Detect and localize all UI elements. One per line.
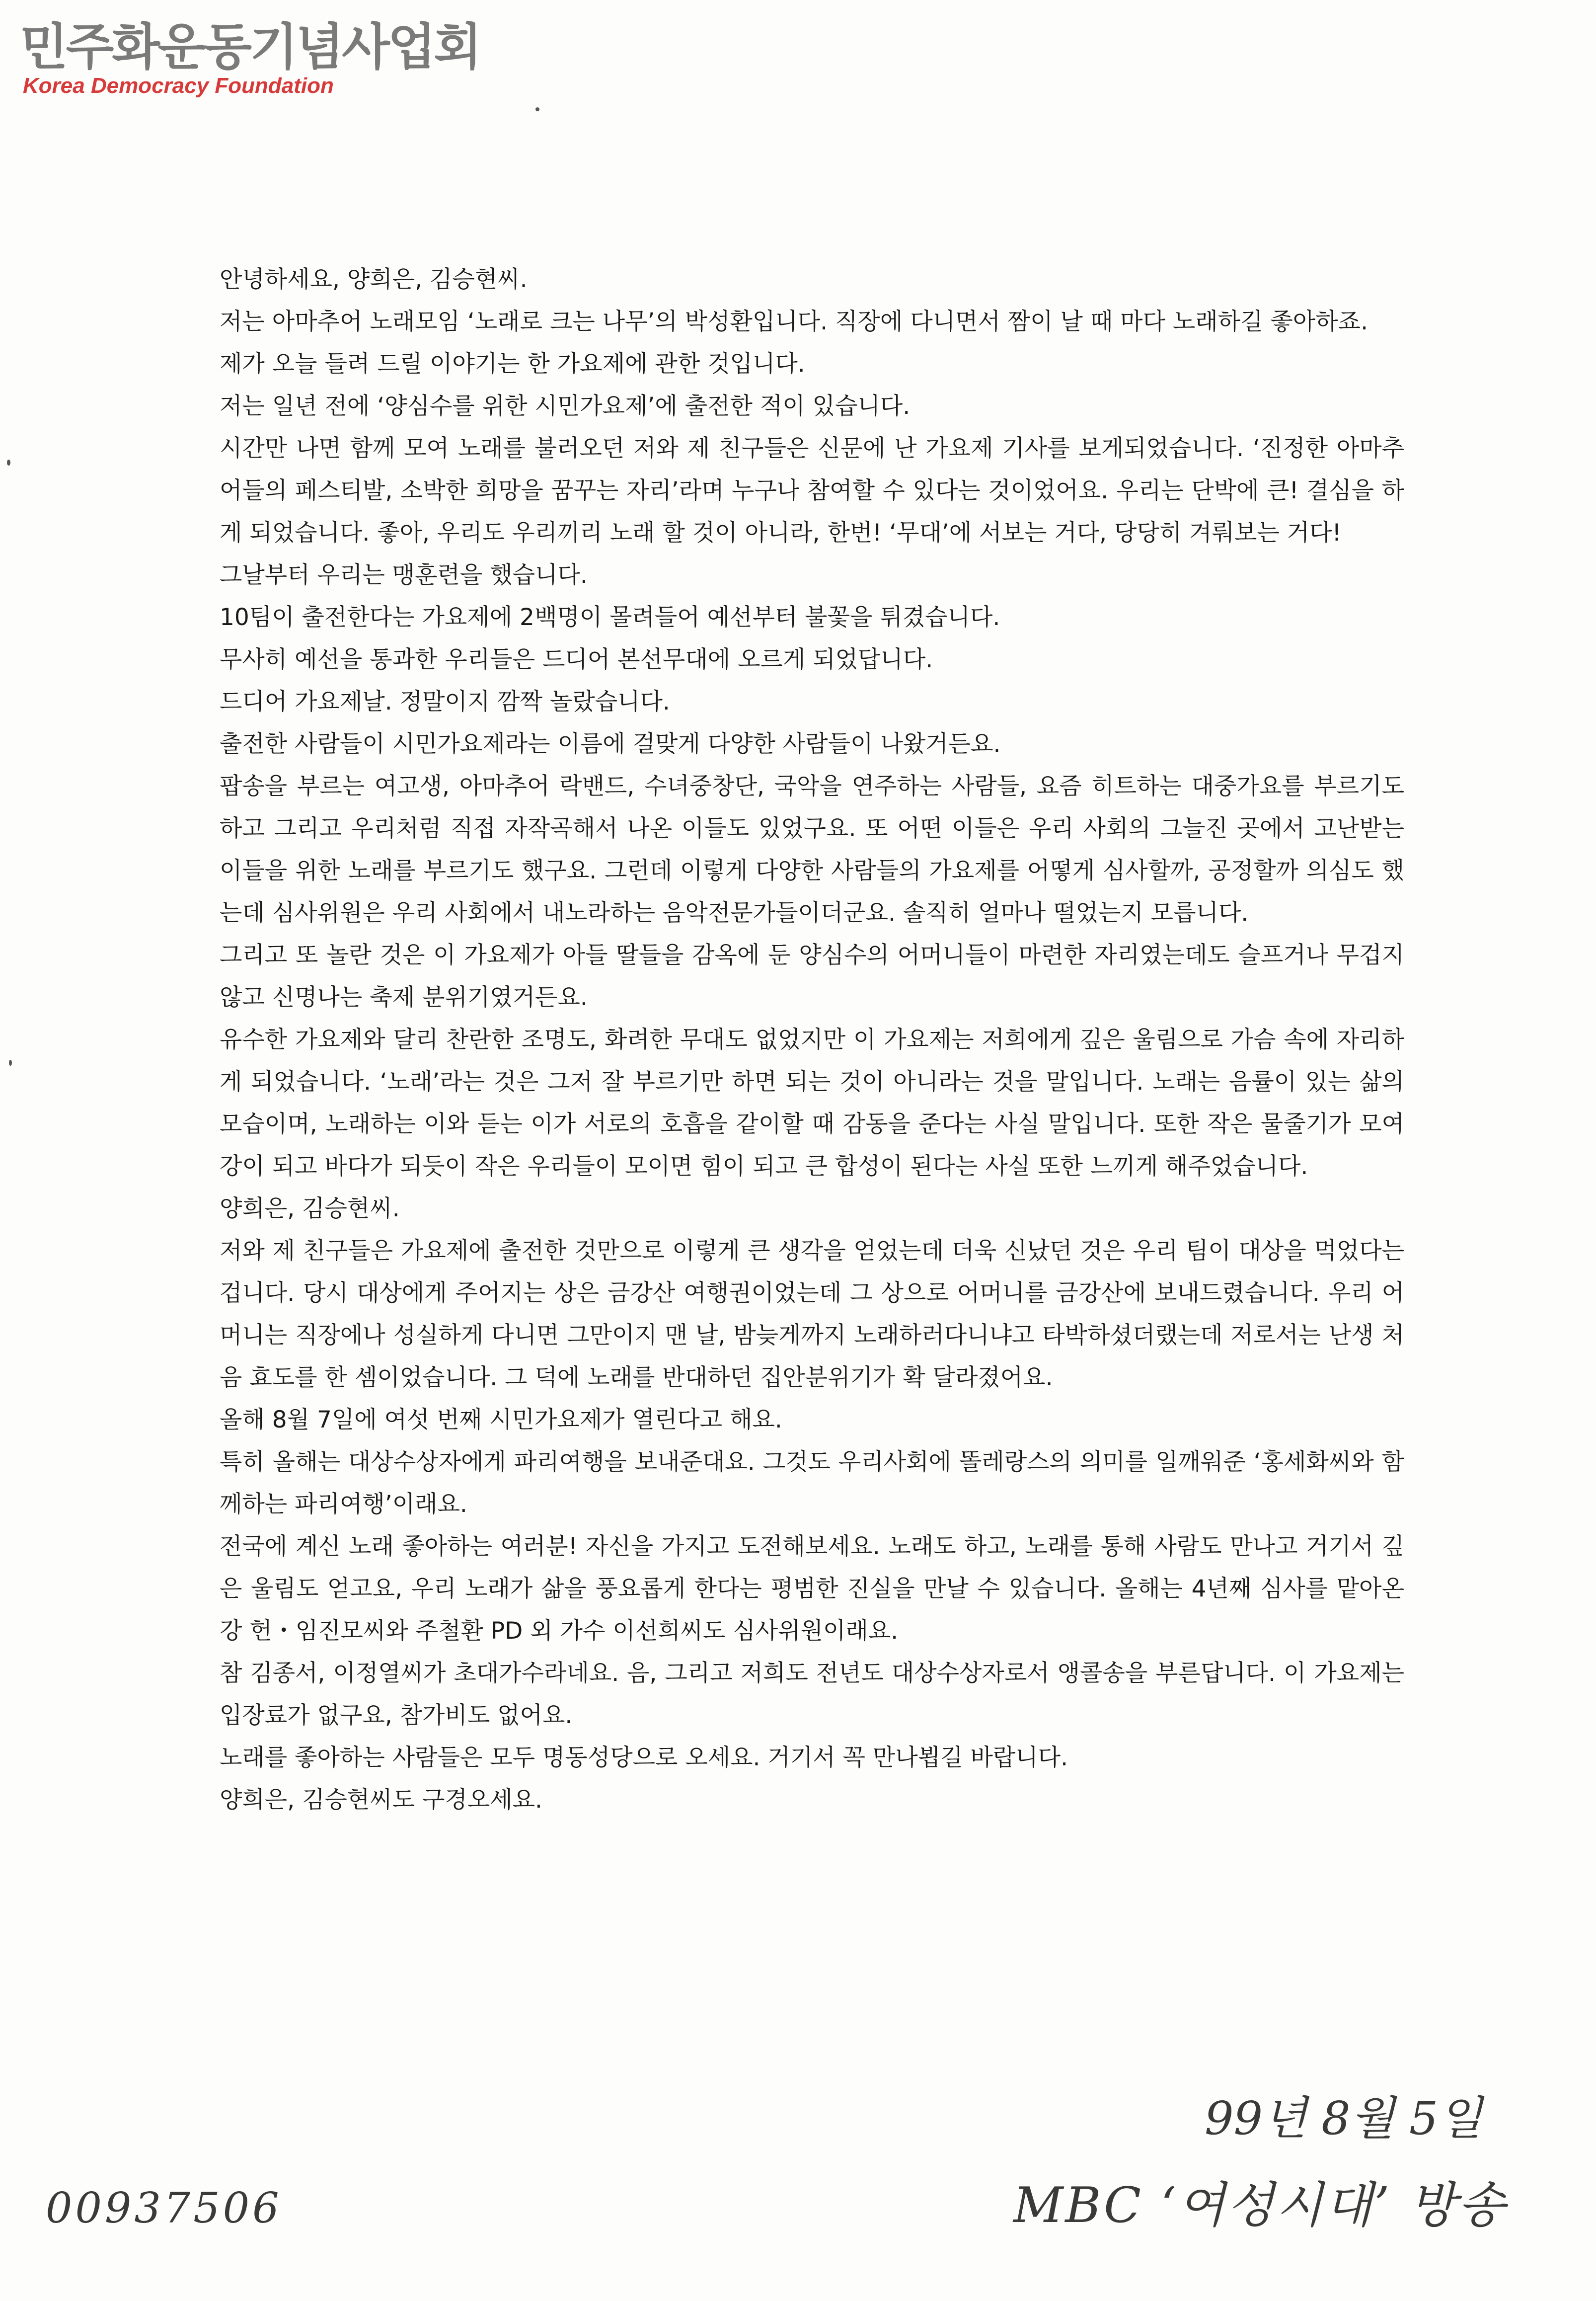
handwritten-date: 99년 8월 5일 — [1205, 2092, 1483, 2145]
letter-paragraph: 안녕하세요, 양희은, 김승현씨. — [220, 266, 528, 293]
letter-paragraph: 드디어 가요제날. 정말이지 깜짝 놀랐습니다. — [220, 688, 670, 715]
letter-paragraph: 출전한 사람들이 시민가요제라는 이름에 걸맞게 다양한 사람들이 나왔거든요. — [220, 730, 1001, 758]
archive-number: 00937506 — [46, 2184, 282, 2232]
letter-paragraph: 참 김종서, 이정열씨가 초대가수라네요. 음, 그리고 저희도 전년도 대상수상자로서 앵콜송을 부른답니다. 이 가요제는 입장료가 없구요, 참가비도 없어요. — [220, 1660, 1404, 1729]
letter-paragraph: 전국에 계신 노래 좋아하는 여러분! 자신을 가지고 도전해보세요. 노래도 하고, 노래를 통해 사람도 만나고 거기서 깊은 울림도 얻고요, 우리 노래가 삶을 풍요롭게 한다는 평범한 진실을 만날 수 있습니다. 올해는 4년째 심사를 맡아온 강 헌・임진모씨와 주철환 PD 외 가수 이선희씨도 심사위원이래요. — [220, 1533, 1404, 1645]
letter-paragraph: 노래를 좋아하는 사람들은 모두 명동성당으로 오세요. 거기서 꼭 만나뵙길 바랍니다. — [220, 1744, 1068, 1771]
foundation-logo — [20, 20, 480, 98]
scan-speck — [9, 1060, 12, 1066]
letter-paragraph: 무사히 예선을 통과한 우리들은 드디어 본선무대에 오르게 되었답니다. — [220, 646, 933, 673]
letter-body — [220, 258, 1404, 1821]
handwritten-broadcast-note: MBC ‘여성시대’ 방송 — [1013, 2177, 1507, 2234]
letter-paragraph: 저는 아마추어 노래모임 ‘노래로 크는 나무’의 박성환입니다. 직장에 다니면서 짬이 날 때 마다 노래하길 좋아하죠. — [220, 308, 1368, 335]
scan-speck — [7, 460, 10, 466]
letter-paragraph: 유수한 가요제와 달리 찬란한 조명도, 화려한 무대도 없었지만 이 가요제는 저희에게 깊은 울림으로 가슴 속에 자리하게 되었습니다. ‘노래’라는 것은 그저 잘 부르기만 하면 되는 것이 아니라는 것을 말입니다. 노래는 음률이 있는 삶의 모습이며, 노래하는 이와 듣는 이가 서로의 호흡을 같이할 때 감동을 준다는 사실 말입니다. 또한 작은 물줄기가 모여 강이 되고 바다가 되듯이 작은 우리들이 모이면 힘이 되고 큰 합성이 된다는 사실 또한 느끼게 해주었습니다. — [220, 1026, 1404, 1180]
letter-paragraph: 그리고 또 놀란 것은 이 가요제가 아들 딸들을 감옥에 둔 양심수의 어머니들이 마련한 자리였는데도 슬프거나 무겁지 않고 신명나는 축제 분위기였거든요. — [220, 942, 1404, 1011]
letter-paragraph: 제가 오늘 들려 드릴 이야기는 한 가요제에 관한 것입니다. — [220, 350, 805, 378]
letter-paragraph: 시간만 나면 함께 모여 노래를 불러오던 저와 제 친구들은 신문에 난 가요제 기사를 보게되었습니다. ‘진정한 아마추어들의 페스티발, 소박한 희망을 꿈꾸는 자리’라며 누구나 참여할 수 있다는 것이었어요. 우리는 단박에 큰! 결심을 하게 되었습니다. 좋아, 우리도 우리끼리 노래 할 것이 아니라, 한번! ‘무대’에 서보는 거다, 당당히 겨뤄보는 거다! — [220, 435, 1404, 547]
letter-paragraph: 저는 일년 전에 ‘양심수를 위한 시민가요제’에 출전한 적이 있습니다. — [220, 393, 911, 420]
letter-paragraph: 팝송을 부르는 여고생, 아마추어 락밴드, 수녀중창단, 국악을 연주하는 사람들, 요즘 히트하는 대중가요를 부르기도 하고 그리고 우리처럼 직접 자작곡해서 나온 이들도 있었구요. 또 어떤 이들은 우리 사회의 그늘진 곳에서 고난받는 이들을 위한 노래를 부르기도 했구요. 그런데 이렇게 다양한 사람들의 가요제를 어떻게 심사할까, 공정할까 의심도 했는데 심사위원은 우리 사회에서 내노라하는 음악전문가들이더군요. 솔직히 얼마나 떨었는지 모릅니다. — [220, 773, 1404, 927]
letter-paragraph: 10팀이 출전한다는 가요제에 2백명이 몰려들어 예선부터 불꽃을 튀겼습니다. — [220, 604, 1000, 631]
letter-paragraph: 저와 제 친구들은 가요제에 출전한 것만으로 이렇게 큰 생각을 얻었는데 더욱 신났던 것은 우리 팀이 대상을 먹었다는 겁니다. 당시 대상에게 주어지는 상은 금강산 여행권이었는데 그 상으로 어머니를 금강산에 보내드렸습니다. 우리 어머니는 직장에나 성실하게 다니면 그만이지 맨 날, 밤늦게까지 노래하러다니냐고 타박하셨더랬는데 저로서는 난생 처음 효도를 한 셈이었습니다. 그 덕에 노래를 반대하던 집안분위기가 확 달라졌어요. — [220, 1237, 1404, 1391]
letter-paragraph: 그날부터 우리는 맹훈련을 했습니다. — [220, 561, 588, 589]
letter-paragraph: 양희은, 김승현씨. — [220, 1195, 400, 1222]
letter-paragraph: 양희은, 김승현씨도 구경오세요. — [220, 1786, 542, 1814]
logo-english-text: Korea Democracy Foundation — [23, 74, 334, 98]
logo-korean-text: 민주화운동기념사업회 — [20, 18, 480, 76]
letter-paragraph: 올해 8월 7일에 여섯 번째 시민가요제가 열린다고 해요. — [220, 1406, 782, 1433]
letter-paragraph: 특히 올해는 대상수상자에게 파리여행을 보내준대요. 그것도 우리사회에 똘레랑스의 의미를 일깨워준 ‘홍세화씨와 함께하는 파리여행’이래요. — [220, 1448, 1404, 1518]
scan-speck — [535, 107, 539, 111]
